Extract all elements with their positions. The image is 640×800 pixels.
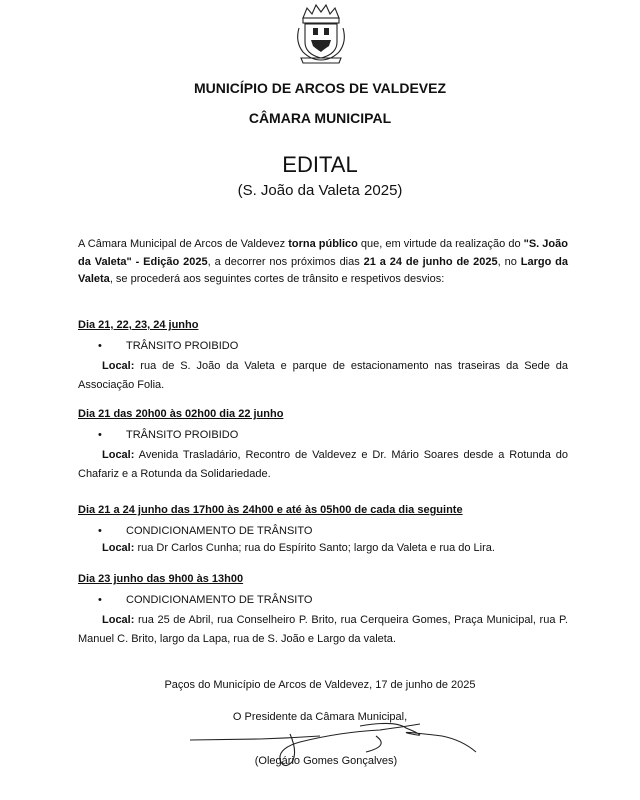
local-text: Local: rua Dr Carlos Cunha; rua do Espírito Santo; largo da Valeta e rua do Lira. [102, 542, 495, 554]
list-item: • CONDICIONAMENTO DE TRÂNSITO [98, 525, 313, 537]
document-title: EDITAL [282, 152, 358, 177]
municipality-name: MUNICÍPIO DE ARCOS DE VALDEVEZ [193, 80, 447, 96]
section-heading: Dia 21 a 24 junho das 17h00 às 24h00 e até às 05h00 de cada dia seguinte [78, 504, 463, 516]
coat-of-arms-icon [293, 2, 349, 64]
section-3 [78, 502, 568, 558]
signatory-name: (Olegário Gomes Gonçalves) [254, 755, 398, 767]
section-1 [78, 317, 568, 395]
local-text: Local: rua 25 de Abril, rua Conselheiro P. Brito, rua Cerqueira Gomes, Praça Municipal, rua P. Manuel C. Brito, largo da Lapa, rua de S. João e Largo da valeta. [78, 614, 568, 645]
intro-paragraph: A Câmara Municipal de Arcos de Valdevez torna público que, em virtude da realização do "S. João da Valeta" - Edição 2025, a decorrer nos próximos dias 21 a 24 de junho de 2025, no Largo da Valeta, se procederá aos seguintes cortes de trânsito e respetivos desvios: [78, 238, 569, 285]
local-text: Local: Avenida Trasladário, Recontro de Valdevez e Dr. Mário Soares desde a Rotunda do Chafariz e a Rotunda da Solidariedade. [78, 449, 568, 480]
chamber-name: CÂMARA MUNICIPAL [248, 110, 392, 126]
signatory-role: O Presidente da Câmara Municipal, [232, 711, 408, 723]
section-heading: Dia 21 das 20h00 às 02h00 dia 22 junho [78, 408, 284, 420]
section-4 [78, 571, 568, 649]
local-text: Local: rua de S. João da Valeta e parque de estacionamento nas traseiras da Sede da Associação Folia. [78, 360, 568, 391]
list-item: • TRÂNSITO PROIBIDO [98, 340, 239, 352]
section-heading: Dia 21, 22, 23, 24 junho [78, 319, 199, 331]
list-item: • TRÂNSITO PROIBIDO [98, 429, 239, 441]
document-subtitle: (S. João da Valeta 2025) [237, 182, 403, 199]
place-date: Paços do Município de Arcos de Valdevez, 17 de junho de 2025 [164, 679, 476, 691]
section-2 [78, 406, 568, 484]
list-item: • CONDICIONAMENTO DE TRÂNSITO [98, 594, 313, 606]
section-heading: Dia 23 junho das 9h00 às 13h00 [78, 573, 244, 585]
